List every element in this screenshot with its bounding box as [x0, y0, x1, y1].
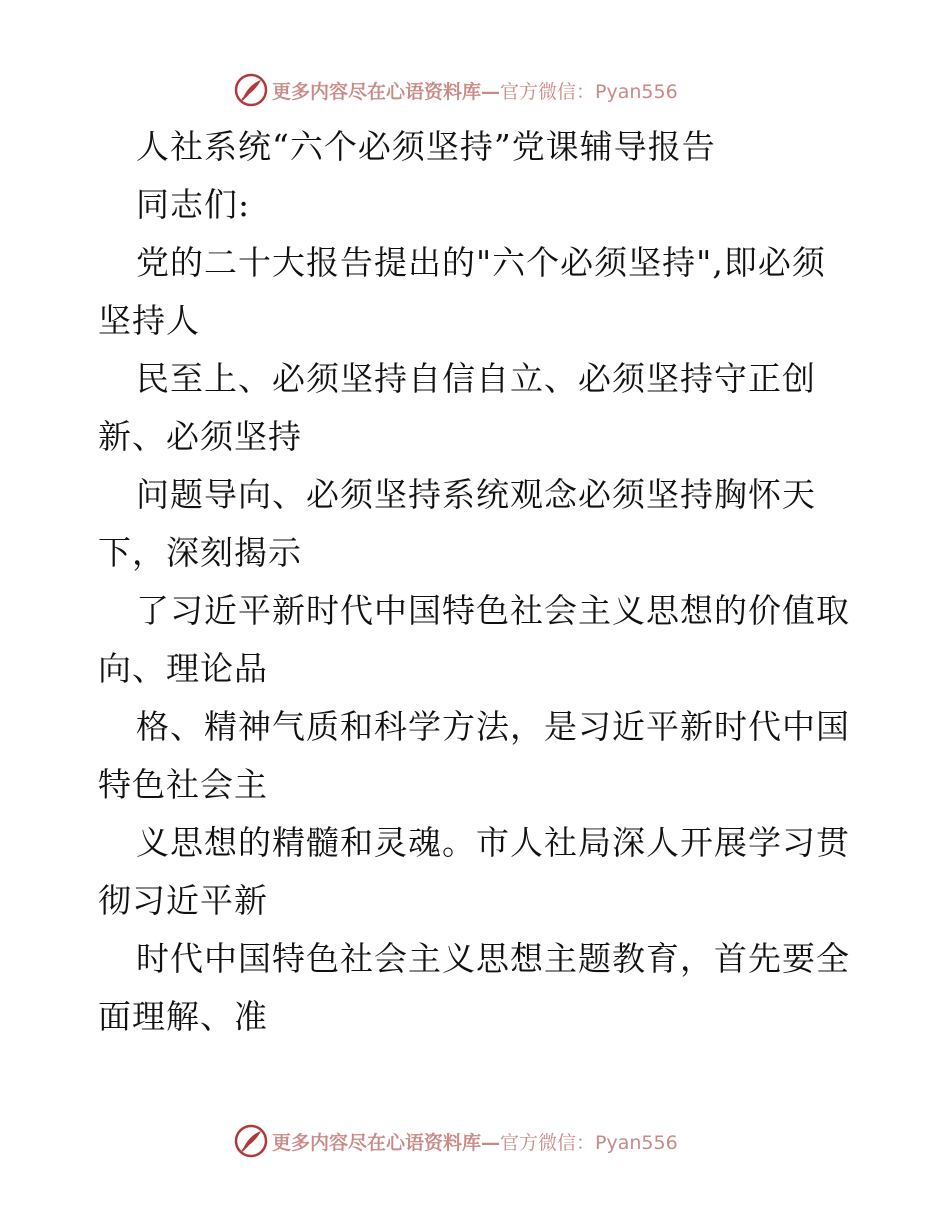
body-line: 时代中国特色社会主义思想主题教育，首先要全: [136, 939, 850, 978]
body-line: 民至上、必须坚持自信自立、必须坚持守正创: [136, 359, 816, 398]
quill-logo-icon: [234, 73, 268, 107]
document-title: 人社系统“六个必须坚持”党课辅导报告: [136, 127, 716, 166]
body-line: 面理解、准: [98, 997, 268, 1036]
body-line: 向、理论品: [98, 649, 268, 688]
banner-wechat-text: 官方微信：Pyan556: [500, 80, 678, 103]
banner-promo-text: 更多内容尽在心语资料库—: [272, 1131, 501, 1154]
greeting: 同志们:: [136, 185, 251, 224]
body-line: 义思想的精髓和灵魂。市人社局深人开展学习贯: [136, 823, 850, 862]
body-line: 格、精神气质和科学方法，是习近平新时代中国: [136, 707, 850, 746]
body-line: 党的二十大报告提出的"六个必须坚持",即必须: [136, 243, 826, 282]
body-line: 下，深刻揭示: [98, 533, 302, 572]
body-line: 新、必须坚持: [98, 417, 302, 456]
header-banner: [234, 72, 678, 108]
quill-logo-icon: [234, 1124, 268, 1158]
body-line: 彻习近平新: [98, 881, 268, 920]
banner-wechat-text: 官方微信：Pyan556: [500, 1131, 678, 1154]
body-line: 坚持人: [98, 301, 200, 340]
document-body: [98, 118, 878, 1046]
body-line: 特色社会主: [98, 765, 268, 804]
body-line: 了习近平新时代中国特色社会主义思想的价值取: [136, 591, 850, 630]
body-line: 问题导向、必须坚持系统观念必须坚持胸怀天: [136, 475, 816, 514]
banner-promo-text: 更多内容尽在心语资料库—: [272, 80, 501, 103]
footer-banner: [234, 1123, 678, 1159]
